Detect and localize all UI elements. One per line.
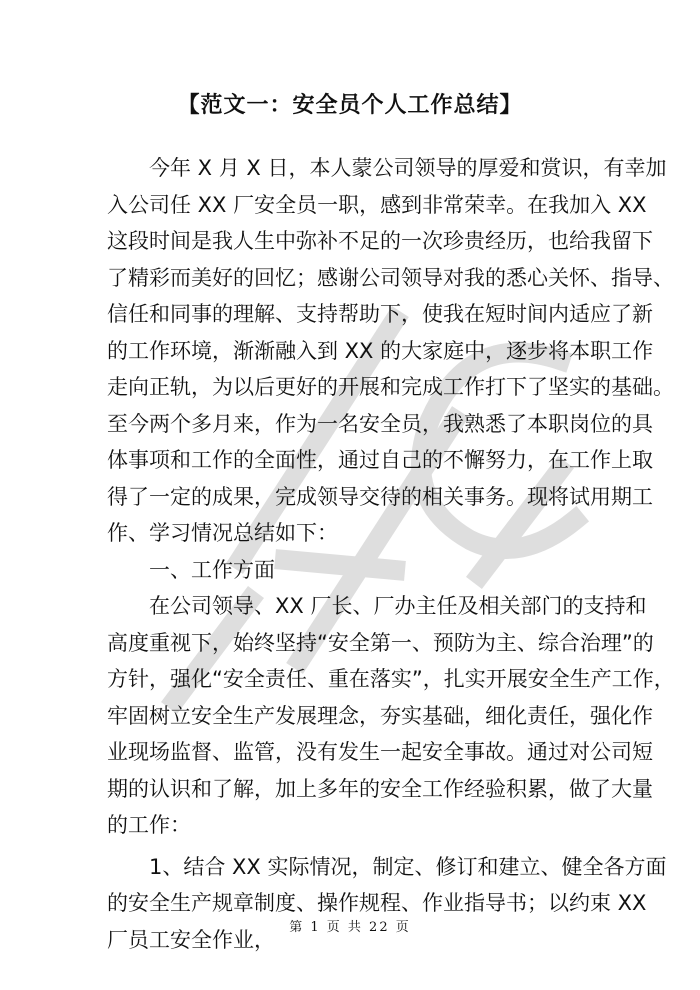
paragraph-line: 1、结合 XX 实际情况，制定、修订和建立、健全各方面 (149, 854, 667, 879)
paragraph-line: 牢固树立安全生产发展理念，夯实基础，细化责任，强化作 (107, 703, 653, 728)
paragraph-line: 作、学习情况总结如下： (107, 521, 338, 545)
paragraph-line: 入公司任 XX 厂安全员一职，感到非常荣幸。在我加入 XX (107, 192, 647, 217)
paragraph-line: 的安全生产规章制度、操作规程、作业指导书；以约束 XX (107, 891, 647, 915)
paragraph-line: 体事项和工作的全面性，通过自己的不懈努力，在工作上取 (107, 448, 653, 472)
paragraph-line: 至今两个多月来，作为一名安全员，我熟悉了本职岗位的具 (107, 411, 653, 436)
paragraph-line: 厂员工安全作业， (107, 927, 275, 952)
paragraph-line: 走向正轨，为以后更好的开展和完成工作打下了坚实的基础。 (107, 375, 674, 399)
paragraph-line: 这段时间是我人生中弥补不足的一次珍贵经历，也给我留下 (107, 229, 653, 253)
paragraph-line: 的工作环境，渐渐融入到 XX 的大家庭中，逐步将本职工作 (107, 338, 654, 363)
paragraph-line: 今年 X 月 X 日，本人蒙公司领导的厚爱和赏识，有幸加 (149, 156, 667, 180)
paragraph-line: 方针，强化“安全责任、重在落实”，扎实开展安全生产工作， (107, 667, 675, 691)
page-footer: 第 1 页 共 22 页 (289, 920, 411, 935)
paragraph-line: 了精彩而美好的回忆；感谢公司领导对我的悉心关怀、指导、 (107, 265, 674, 290)
paragraph-line: 期的认识和了解，加上多年的安全工作经验积累，做了大量 (107, 776, 653, 801)
paragraph-line: 在公司领导、XX 厂长、厂办主任及相关部门的支持和 (149, 594, 647, 618)
paragraph-line: 业现场监督、监管，没有发生一起安全事故。通过对公司短 (107, 740, 653, 764)
paragraph-line: 的工作： (107, 813, 191, 837)
document-title: 【范文一：安全员个人工作总结】 (177, 93, 523, 118)
paragraph-line: 高度重视下，始终坚持“安全第一、预防为主、综合治理”的 (107, 630, 654, 655)
document-body (107, 150, 675, 958)
paragraph-line: 信任和同事的理解、支持帮助下，使我在短时间内适应了新 (107, 302, 653, 326)
paragraph-line: 得了一定的成果，完成领导交待的相关事务。现将试用期工 (107, 484, 653, 509)
section-heading: 一、工作方面 (149, 557, 275, 582)
